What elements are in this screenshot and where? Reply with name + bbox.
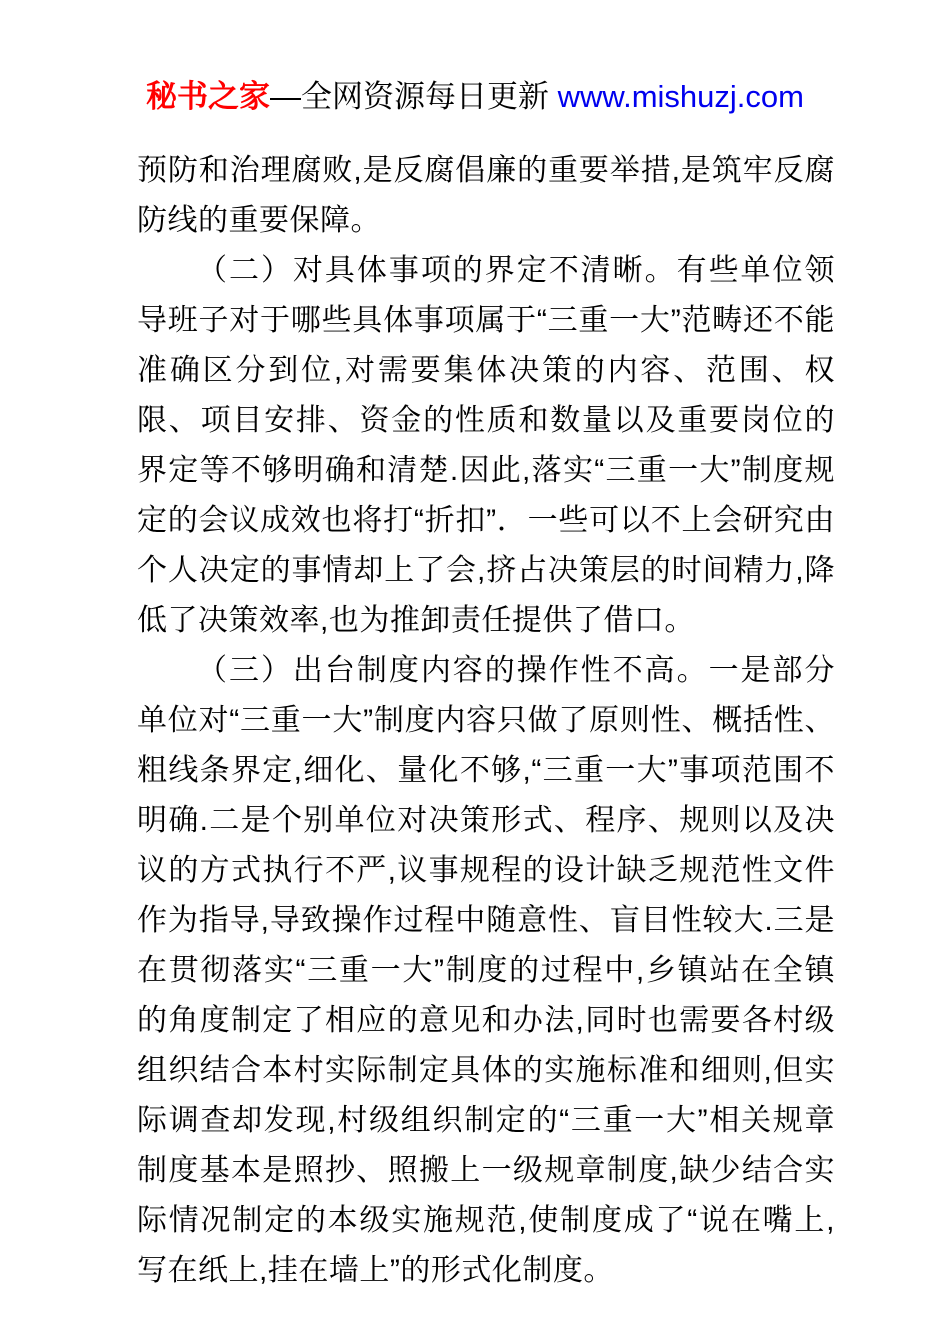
page-header — [0, 78, 950, 116]
site-url-link[interactable]: www.mishuzj.com — [557, 79, 804, 114]
paragraph-item-two: （二）对具体事项的界定不清晰。有些单位领导班子对于哪些具体事项属于“三重一大”范畴还不能准确区分到位,对需要集体决策的内容、范围、权限、项目安排、资金的性质和数量以及重要岗位的界定等不够明确和清楚.因此,落实“三重一大”制度规定的会议成效也将打“折扣”．一些可以不上会研究由个人决定的事情却上了会,挤占决策层的时间精力,降低了决策效率,也为推卸责任提供了借口。 — [137, 254, 835, 637]
site-brand: 秘书之家 — [146, 79, 271, 114]
paragraph-item-three: （三）出台制度内容的操作性不高。一是部分单位对“三重一大”制度内容只做了原则性、概括性、粗线条界定,细化、量化不够,“三重一大”事项范围不明确.二是个别单位对决策形式、程序、规则以及决议的方式执行不严,议事规程的设计缺乏规范性文件作为指导,导致操作过程中随意性、盲目性较大.三是在贯彻落实“三重一大”制度的过程中,乡镇站在全镇的角度制定了相应的意见和办法,同时也需要各村级组织结合本村实际制定具体的实施标准和细则,但实际调查却发现,村级组织制定的“三重一大”相关规章制度基本是照抄、照搬上一级规章制度,缺少结合实际情况制定的本级实施规范,使制度成了“说在嘴上,写在纸上,挂在墙上”的形式化制度。 — [137, 654, 835, 1287]
paragraph-continuation: 预防和治理腐败,是反腐倡廉的重要举措,是筑牢反腐防线的重要保障。 — [137, 154, 835, 237]
header-tagline: —全网资源每日更新 — [270, 79, 558, 114]
document-body — [137, 146, 835, 1296]
